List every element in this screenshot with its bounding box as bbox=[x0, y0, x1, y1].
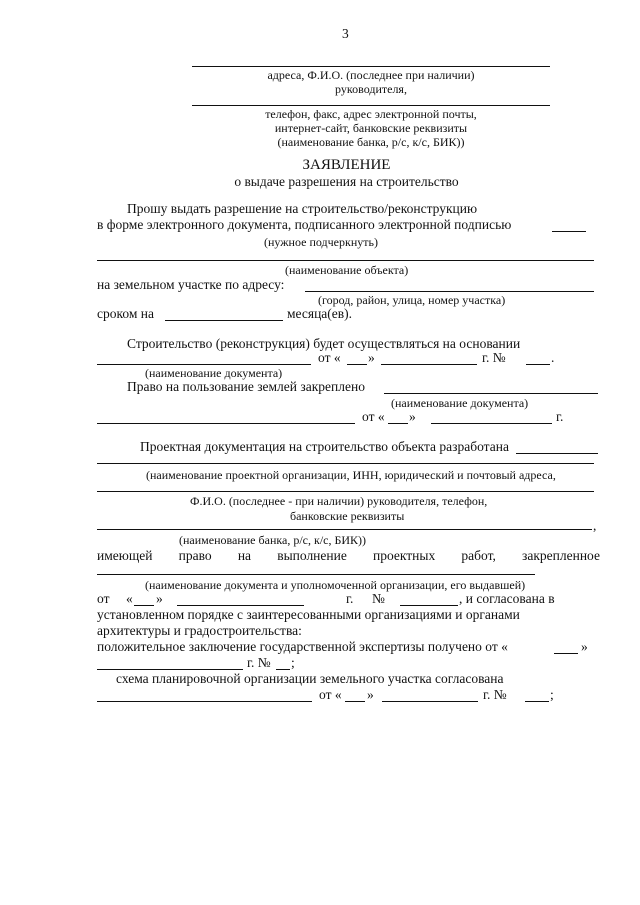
scheme-semicolon: ; bbox=[550, 687, 554, 702]
agree-open-quote: « bbox=[126, 591, 133, 606]
scheme-year-no: г. № bbox=[483, 687, 507, 702]
head-caption-1: Ф.И.О. (последнее - при наличии) руководителя, телефон, bbox=[190, 494, 488, 508]
rights-word: закрепленное bbox=[522, 548, 600, 563]
request-line-1: Прошу выдать разрешение на строительство/реконструкцию bbox=[127, 201, 478, 216]
scheme-from: от « bbox=[319, 687, 342, 702]
document-subtitle: о выдаче разрешения на строительство bbox=[234, 174, 459, 189]
land-date-blank[interactable] bbox=[431, 423, 552, 424]
expertise-g: г. № bbox=[247, 655, 271, 670]
land-label: на земельном участке по адресу: bbox=[97, 277, 285, 292]
basis-day-blank[interactable] bbox=[347, 364, 367, 365]
scheme-day-blank[interactable] bbox=[345, 701, 365, 702]
basis-line: Строительство (реконструкция) будет осуществляться на основании bbox=[127, 336, 521, 351]
scheme-no-blank[interactable] bbox=[525, 701, 549, 702]
agree-g: г. bbox=[346, 591, 354, 606]
org-line[interactable] bbox=[97, 463, 594, 464]
document-title: ЗАЯВЛЕНИЕ bbox=[302, 157, 391, 173]
agree-day-blank[interactable] bbox=[134, 605, 154, 606]
header-caption-1: адреса, Ф.И.О. (последнее при наличии) bbox=[267, 68, 475, 82]
header-caption-2: руководителя, bbox=[335, 82, 407, 96]
address-line[interactable] bbox=[305, 291, 594, 292]
issuer-caption: (наименование документа и уполномоченной организации, его выдавшей) bbox=[145, 578, 526, 592]
expertise-date-blank[interactable] bbox=[97, 669, 243, 670]
address-caption: (город, район, улица, номер участка) bbox=[318, 293, 506, 307]
term-suffix: месяца(ев). bbox=[287, 306, 353, 321]
header-caption-4: интернет-сайт, банковские реквизиты bbox=[274, 121, 468, 135]
design-line: Проектная документация на строительство объекта разработана bbox=[140, 439, 509, 454]
org-caption: (наименование проектной организации, ИНН, юридический и почтовый адреса, bbox=[146, 468, 556, 482]
object-caption: (наименование объекта) bbox=[285, 263, 409, 277]
basis-year-no: г. № bbox=[482, 350, 506, 365]
basis-date-blank[interactable] bbox=[381, 364, 477, 365]
design-blank[interactable] bbox=[516, 453, 598, 454]
object-name-line[interactable] bbox=[97, 260, 594, 261]
rights-line bbox=[97, 548, 600, 564]
expertise-line: положительное заключение государственной экспертизы получено от « bbox=[97, 639, 508, 654]
expertise-day-blank[interactable] bbox=[554, 653, 578, 654]
bank-line[interactable] bbox=[97, 529, 592, 530]
request-hint: (нужное подчеркнуть) bbox=[264, 235, 378, 249]
expertise-quote: » bbox=[581, 639, 588, 654]
term-blank[interactable] bbox=[165, 320, 283, 321]
scheme-quote: » bbox=[367, 687, 374, 702]
basis-no-blank[interactable] bbox=[526, 364, 550, 365]
rights-word: на bbox=[237, 548, 252, 563]
agree-line-3: архитектуры и градостроительства: bbox=[97, 623, 302, 638]
header-caption-3: телефон, факс, адрес электронной почты, bbox=[265, 107, 477, 121]
header-line-1 bbox=[192, 66, 550, 67]
rights-word: право bbox=[178, 548, 212, 563]
scheme-date-blank[interactable] bbox=[382, 701, 478, 702]
expertise-no-blank[interactable] bbox=[276, 669, 290, 670]
land-day-blank[interactable] bbox=[388, 423, 408, 424]
header-line-2 bbox=[192, 105, 550, 106]
bank-caption: (наименование банка, р/с, к/с, БИК)) bbox=[179, 533, 367, 547]
rights-word: имеющей bbox=[97, 548, 153, 563]
head-line[interactable] bbox=[97, 491, 594, 492]
rights-word: выполнение bbox=[277, 548, 347, 563]
land-quote: » bbox=[409, 409, 416, 424]
basis-doc-blank[interactable] bbox=[97, 364, 311, 365]
page-number: 3 bbox=[342, 26, 349, 41]
issuer-line[interactable] bbox=[97, 574, 535, 575]
head-caption-2: банковские реквизиты bbox=[290, 509, 405, 523]
agree-line-2: установленном порядке с заинтересованными организациями и органами bbox=[97, 607, 520, 622]
doc-caption-1: (наименование документа) bbox=[145, 366, 283, 380]
land-from: от « bbox=[362, 409, 385, 424]
header-caption-5: (наименование банка, р/с, к/с, БИК)) bbox=[277, 135, 465, 149]
land-right-blank[interactable] bbox=[384, 393, 598, 394]
agree-quote: » bbox=[156, 591, 163, 606]
agree-tail: , и согласована в bbox=[459, 591, 555, 606]
agree-from: от bbox=[97, 591, 110, 606]
land-year: г. bbox=[556, 409, 564, 424]
agree-no-blank[interactable] bbox=[400, 605, 458, 606]
rights-word: проектных bbox=[373, 548, 436, 563]
scheme-line: схема планировочной организации земельного участка согласована bbox=[116, 671, 504, 686]
agree-date-blank[interactable] bbox=[177, 605, 304, 606]
doc-caption-2: (наименование документа) bbox=[391, 396, 529, 410]
agree-no: № bbox=[372, 591, 385, 606]
signature-blank[interactable] bbox=[552, 231, 586, 232]
expertise-semicolon: ; bbox=[291, 655, 295, 670]
term-prefix: сроком на bbox=[97, 306, 154, 321]
request-line-2: в форме электронного документа, подписанного электронной подписью bbox=[97, 217, 512, 232]
bank-comma: , bbox=[593, 518, 597, 533]
basis-from: от « bbox=[318, 350, 341, 365]
land-doc-blank[interactable] bbox=[97, 423, 355, 424]
rights-word: работ, bbox=[461, 548, 496, 563]
basis-period: . bbox=[551, 350, 555, 365]
basis-quote: » bbox=[368, 350, 375, 365]
land-right-label: Право на пользование землей закреплено bbox=[127, 379, 365, 394]
scheme-doc-blank[interactable] bbox=[97, 701, 312, 702]
